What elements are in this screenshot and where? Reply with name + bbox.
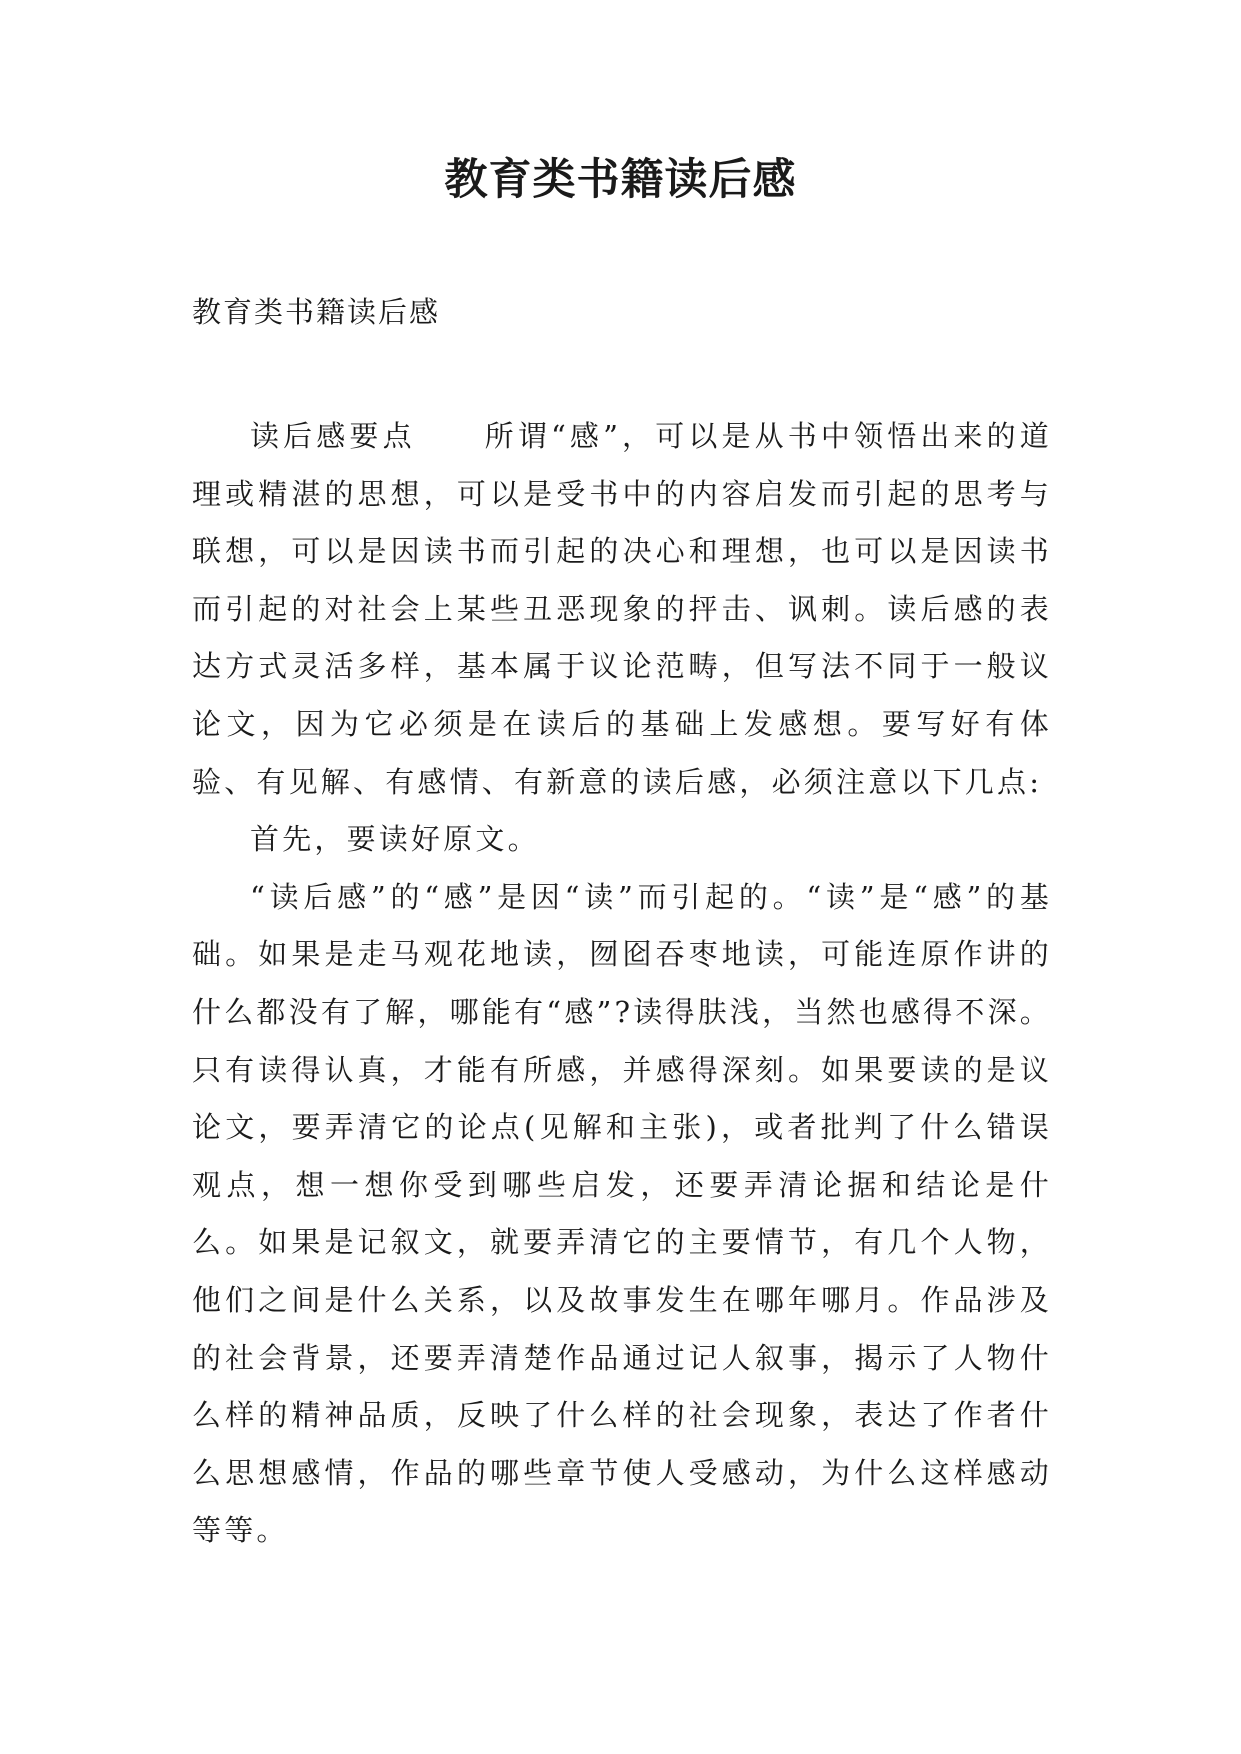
paragraph: “读后感”的“感”是因“读”而引起的。“读”是“感”的基础。如果是走马观花地读，囫囵吞枣地读，可能连原作讲的什么都没有了解，哪能有“感”?读得肤浅，当然也感得不深。只有读得认真，才能有所感，并感得深刻。如果要读的是议论文，要弄清它的论点(见解和主张)，或者批判了什么错误观点，想一想你受到哪些启发，还要弄清论据和结论是什么。如果是记叙文，就要弄清它的主要情节，有几个人物，他们之间是什么关系，以及故事发生在哪年哪月。作品涉及的社会背景，还要弄清楚作品通过记人叙事，揭示了人物什么样的精神品质，反映了什么样的社会现象，表达了作者什么思想感情，作品的哪些章节使人受感动，为什么这样感动等等。 <box>192 879 1052 1548</box>
document-subtitle: 教育类书籍读后感 <box>192 295 441 329</box>
paragraph-text: 所谓“感”，可以是从书中领悟出来的道理或精湛的思想，可以是受书中的内容启发而引起的思考与联想，可以是因读书而引起的决心和理想，也可以是因读书而引起的对社会上某些丑恶现象的抨击、讽刺。读后感的表达方式灵活多样，基本属于议论范畴，但写法不同于一般议论文，因为它必须是在读后的基础上发感想。要写好有体验、有见解、有感情、有新意的读后感，必须注意以下几点: <box>192 419 1052 799</box>
paragraph-intro <box>192 408 1052 811</box>
document-title: 教育类书籍读后感 <box>444 155 797 205</box>
document-body <box>192 408 1052 1560</box>
intro-heading: 读后感要点 <box>250 419 416 453</box>
paragraph: 首先，要读好原文。 <box>250 822 540 857</box>
